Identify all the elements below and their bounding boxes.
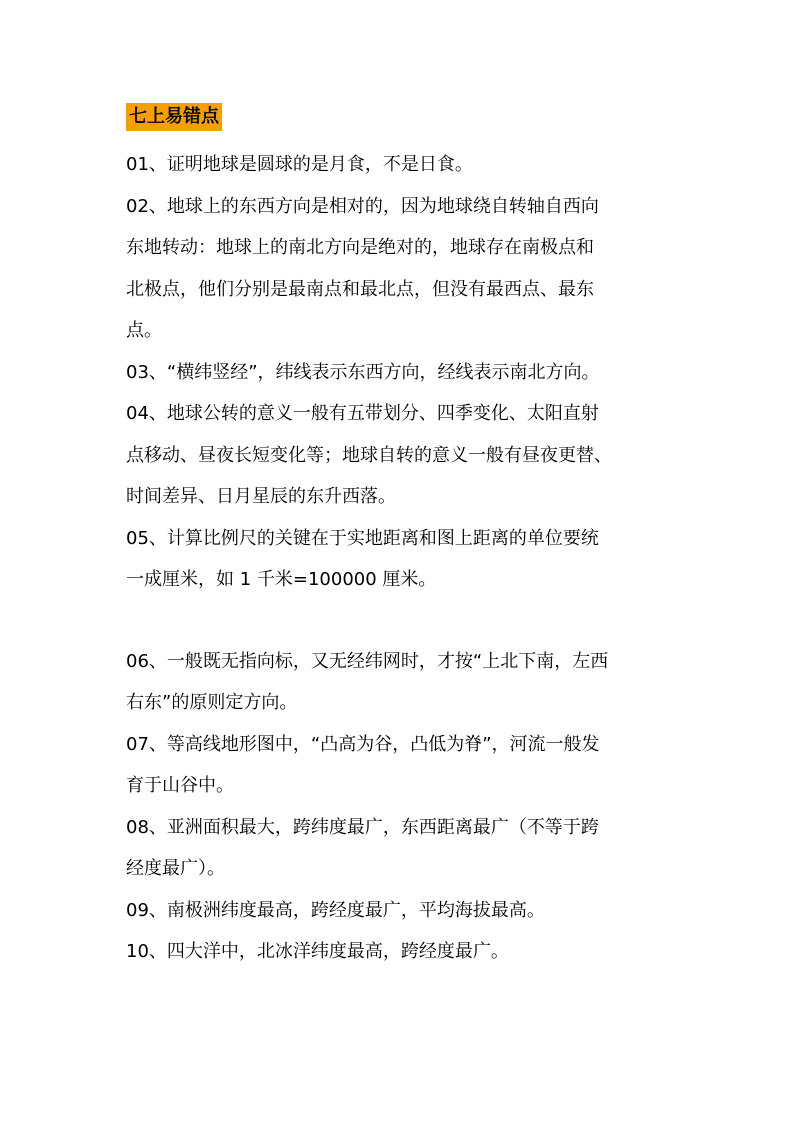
- item-line: 06、一般既无指向标，又无经纬网时，才按“上北下南，左西: [126, 650, 609, 672]
- list-item-01: [126, 144, 686, 186]
- item-line: 05、计算比例尺的关键在于实地距离和图上距离的单位要统: [126, 527, 599, 549]
- item-line: 01、证明地球是圆球的是月食，不是日食。: [126, 154, 473, 175]
- item-line: 育于山谷中。: [126, 775, 234, 796]
- list-item-08: [126, 807, 686, 890]
- item-line: 东地转动：地球上的南北方向是绝对的，地球存在南极点和: [126, 237, 594, 258]
- list-item-06: [126, 641, 686, 724]
- item-line: 08、亚洲面积最大，跨纬度最广，东西距离最广（不等于跨: [126, 816, 599, 838]
- item-line: 07、等高线地形图中，“凸高为谷，凸低为脊”，河流一般发: [126, 733, 600, 755]
- list-item-03: [126, 352, 686, 394]
- list-item-05: [126, 518, 686, 601]
- list-item-09: [126, 890, 686, 932]
- list-item-04: [126, 393, 686, 518]
- spacer: [126, 601, 686, 641]
- list-item-02: [126, 186, 686, 352]
- item-line: 10、四大洋中，北冰洋纬度最高，跨经度最广。: [126, 941, 509, 962]
- item-line: 时间差异、日月星辰的东升西落。: [126, 486, 396, 507]
- item-line: 04、地球公转的意义一般有五带划分、四季变化、太阳直射: [126, 403, 599, 424]
- item-line: 北极点，他们分别是最南点和最北点，但没有最西点、最东: [126, 278, 594, 300]
- item-line: 一成厘米，如 1 千米=100000 厘米。: [126, 569, 437, 590]
- item-line: 02、地球上的东西方向是相对的，因为地球绕自转轴自西向: [126, 195, 599, 217]
- item-line: 经度最广）。: [126, 858, 225, 879]
- item-line: 点移动、昼夜长短变化等；地球自转的意义一般有昼夜更替、: [126, 444, 612, 466]
- section-heading: 七上易错点: [126, 103, 222, 131]
- item-line: 点。: [126, 320, 162, 341]
- item-line: 09、南极洲纬度最高，跨经度最广，平均海拔最高。: [126, 899, 545, 921]
- list-item-07: [126, 724, 686, 807]
- item-line: 右东”的原则定方向。: [126, 692, 298, 713]
- item-line: 03、“横纬竖经”，纬线表示东西方向，经线表示南北方向。: [126, 361, 600, 383]
- content-list: [126, 144, 686, 973]
- list-item-10: [126, 931, 686, 973]
